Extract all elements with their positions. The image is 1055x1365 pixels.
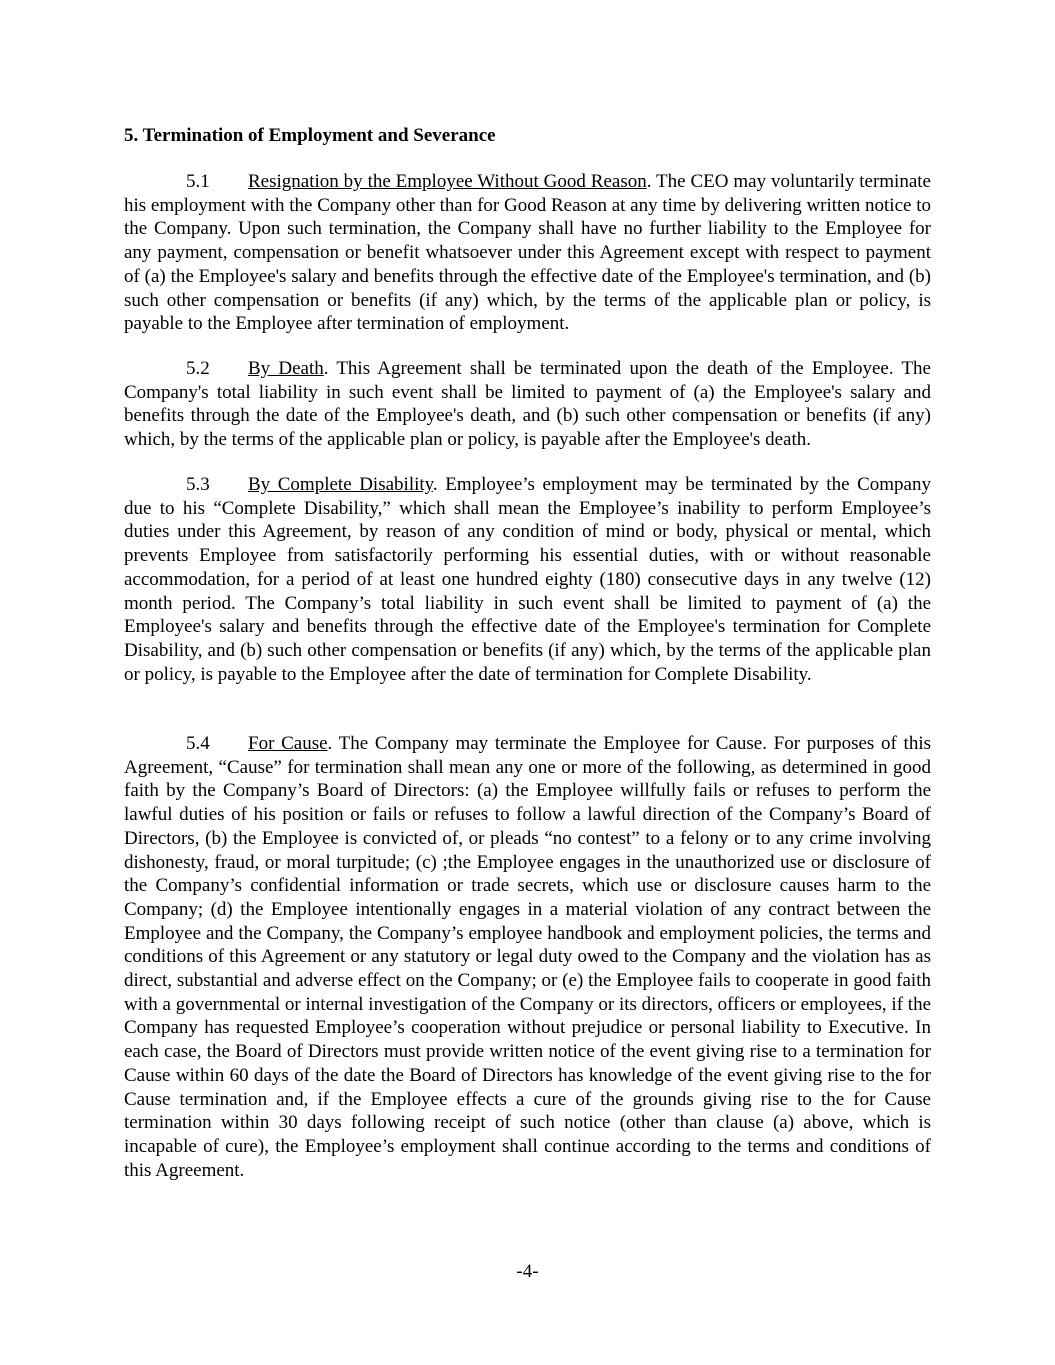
- section-number: 5.4: [186, 733, 210, 754]
- section-title: For Cause: [248, 733, 328, 754]
- section-body: . This Agreement shall be terminated upon the death of the Employee. The Company's total liability in such event shall be limited to payment of (a) the Employee's salary and benefits through the date of the Employee's death, and (b) such other compensation or benefits (if any) which, by the terms of the applicable plan or policy, is payable after the Employee's death.: [124, 358, 931, 451]
- page-number: -4-: [516, 1261, 539, 1282]
- section-title: By Death: [248, 358, 324, 379]
- section-number: 5.3: [186, 474, 210, 495]
- section-body: . The CEO may voluntarily terminate his employment with the Company other than for Good Reason at any time by delivering written notice to the Company. Upon such termination, the Company shall have no further liability to the Employee for any payment, compensation or benefit whatsoever under this Agreement except with respect to payment of (a) the Employee's salary and benefits through the effective date of the Employee's termination, and (b) such other compensation or benefits (if any) which, by the terms of the applicable plan or policy, is payable to the Employee after termination of employment.: [124, 171, 931, 335]
- section-title: By Complete Disability: [248, 474, 433, 495]
- section-5-3: [124, 473, 931, 686]
- section-heading: 5. Termination of Employment and Severance: [124, 125, 496, 146]
- section-body: . The Company may terminate the Employee for Cause. For purposes of this Agreement, “Cause” for termination shall mean any one or more of the following, as determined in good faith by the Company’s Board of Directors: (a) the Employee willfully fails or refuses to perform the lawful duties of his position or fails or refuses to follow a lawful direction of the Company’s Board of Directors, (b) the Employee is convicted of, or pleads “no contest” to a felony or to any crime involving dishonesty, fraud, or moral turpitude; (c) ;the Employee engages in the unauthorized use or disclosure of the Company’s confidential information or trade secrets, which use or disclosure causes harm to the Company; (d) the Employee intentionally engages in a material violation of any contract between the Employee and the Company, the Company’s employee handbook and employment policies, the terms and conditions of this Agreement or any statutory or legal duty owed to the Company and the violation has as direct, substantial and adverse effect on the Company; or (e) the Employee fails to cooperate in good faith with a governmental or internal investigation of the Company or its directors, officers or employees, if the Company has requested Employee’s cooperation without prejudice or personal liability to Executive. In each case, the Board of Directors must provide written notice of the event giving rise to a termination for Cause within 60 days of the date the Board of Directors has knowledge of the event giving rise to the for Cause termination and, if the Employee effects a cure of the grounds giving rise to the for Cause termination within 30 days following receipt of such notice (other than clause (a) above, which is incapable of cure), the Employee’s employment shall continue according to the terms and conditions of this Agreement.: [124, 733, 931, 1181]
- section-5-4: [124, 732, 931, 1182]
- section-body: . Employee’s employment may be terminated by the Company due to his “Complete Disability,” which shall mean the Employee’s inability to perform Employee’s duties under this Agreement, by reason of any condition of mind or body, physical or mental, which prevents Employee from satisfactorily performing his essential duties, with or without reasonable accommodation, for a period of at least one hundred eighty (180) consecutive days in any twelve (12) month period. The Company’s total liability in such event shall be limited to payment of (a) the Employee's salary and benefits through the effective date of the Employee's termination for Complete Disability, and (b) such other compensation or benefits (if any) which, by the terms of the applicable plan or policy, is payable to the Employee after the date of termination for Complete Disability.: [124, 474, 931, 685]
- section-5-2: [124, 357, 931, 452]
- section-number: 5.1: [186, 171, 210, 192]
- section-5-1: [124, 170, 931, 336]
- section-title: Resignation by the Employee Without Good Reason: [248, 171, 647, 192]
- section-number: 5.2: [186, 358, 210, 379]
